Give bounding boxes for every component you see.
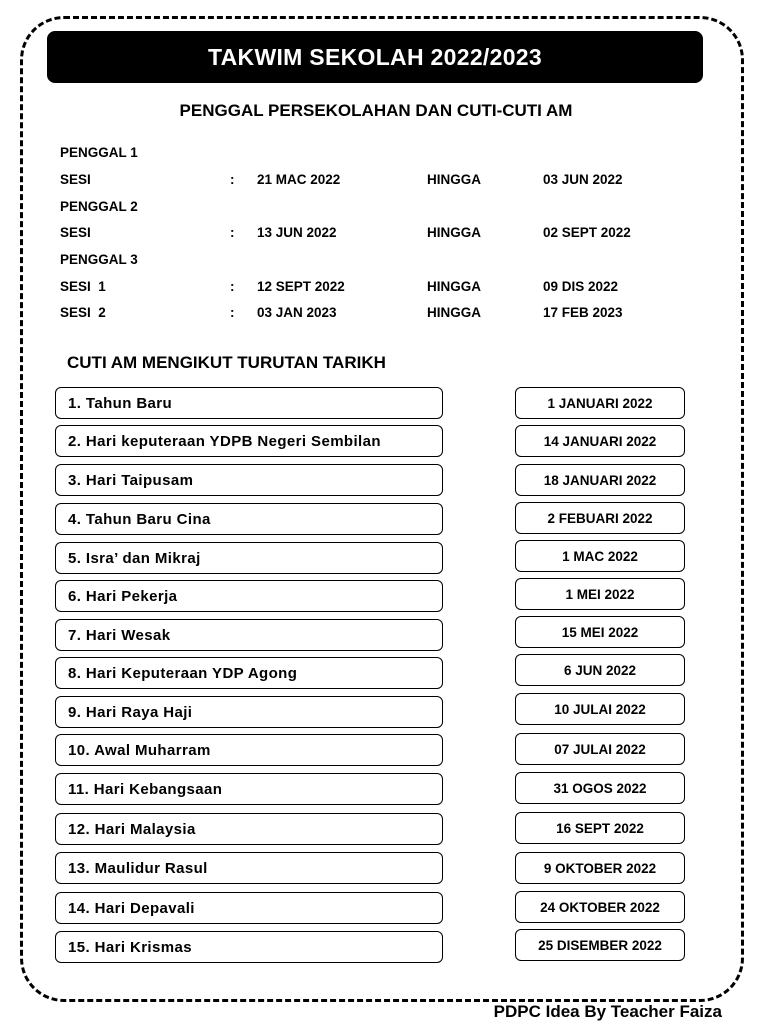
colon: : (230, 225, 235, 240)
term-label: PENGGAL 3 (60, 252, 138, 267)
holiday-date-box: 14 JANUARI 2022 (515, 425, 685, 457)
holiday-name-box: 3. Hari Taipusam (55, 464, 443, 496)
colon: : (230, 172, 235, 187)
colon: : (230, 305, 235, 320)
holiday-date-box: 31 OGOS 2022 (515, 772, 685, 804)
until-label: HINGGA (427, 279, 481, 294)
credit-text: PDPC Idea By Teacher Faiza (493, 1002, 722, 1021)
session-label: SESI 2 (60, 305, 106, 320)
holiday-name-box: 11. Hari Kebangsaan (55, 773, 443, 805)
until-label: HINGGA (427, 172, 481, 187)
holiday-date-box: 10 JULAI 2022 (515, 693, 685, 725)
term-label: PENGGAL 2 (60, 199, 138, 214)
holiday-date-box: 24 OKTOBER 2022 (515, 891, 685, 923)
session-end-date: 03 JUN 2022 (543, 172, 623, 187)
colon: : (230, 279, 235, 294)
term-session-row (60, 305, 720, 325)
holiday-name-box: 14. Hari Depavali (55, 892, 443, 924)
session-start-date: 03 JAN 2023 (257, 305, 337, 320)
page-subtitle: PENGGAL PERSEKOLAHAN DAN CUTI-CUTI AM (179, 101, 573, 120)
holiday-date-box: 9 OKTOBER 2022 (515, 852, 685, 884)
term-heading-3 (60, 252, 720, 272)
holidays-heading: CUTI AM MENGIKUT TURUTAN TARIKH (67, 353, 386, 372)
holiday-date-box: 1 MAC 2022 (515, 540, 685, 572)
session-label: SESI 1 (60, 279, 106, 294)
holiday-name-box: 12. Hari Malaysia (55, 813, 443, 845)
session-end-date: 17 FEB 2023 (543, 305, 623, 320)
holiday-name-box: 2. Hari keputeraan YDPB Negeri Sembilan (55, 425, 443, 457)
session-label: SESI (60, 172, 91, 187)
term-session-row (60, 172, 720, 192)
term-session-row (60, 225, 720, 245)
holiday-name-box: 15. Hari Krismas (55, 931, 443, 963)
holiday-date-box: 18 JANUARI 2022 (515, 464, 685, 496)
holiday-date-box: 1 JANUARI 2022 (515, 387, 685, 419)
holiday-date-box: 16 SEPT 2022 (515, 812, 685, 844)
holiday-name-box: 9. Hari Raya Haji (55, 696, 443, 728)
holiday-date-box: 07 JULAI 2022 (515, 733, 685, 765)
holiday-date-box: 6 JUN 2022 (515, 654, 685, 686)
session-label: SESI (60, 225, 91, 240)
holiday-date-box: 1 MEI 2022 (515, 578, 685, 610)
term-session-row (60, 279, 720, 299)
term-heading-2 (60, 199, 720, 219)
until-label: HINGGA (427, 305, 481, 320)
holiday-name-box: 10. Awal Muharram (55, 734, 443, 766)
holiday-name-box: 5. Isra’ dan Mikraj (55, 542, 443, 574)
holiday-name-box: 7. Hari Wesak (55, 619, 443, 651)
session-end-date: 09 DIS 2022 (543, 279, 619, 294)
holiday-date-box: 25 DISEMBER 2022 (515, 929, 685, 961)
session-start-date: 12 SEPT 2022 (257, 279, 345, 294)
holiday-date-box: 15 MEI 2022 (515, 616, 685, 648)
until-label: HINGGA (427, 225, 481, 240)
holiday-name-box: 13. Maulidur Rasul (55, 852, 443, 884)
page-title: TAKWIM SEKOLAH 2022/2023 (47, 31, 703, 83)
holiday-name-box: 6. Hari Pekerja (55, 580, 443, 612)
holiday-name-box: 4. Tahun Baru Cina (55, 503, 443, 535)
holiday-name-box: 8. Hari Keputeraan YDP Agong (55, 657, 443, 689)
session-start-date: 13 JUN 2022 (257, 225, 337, 240)
session-start-date: 21 MAC 2022 (257, 172, 341, 187)
session-end-date: 02 SEPT 2022 (543, 225, 631, 240)
term-label: PENGGAL 1 (60, 145, 138, 160)
term-heading-1 (60, 145, 720, 165)
holiday-name-box: 1. Tahun Baru (55, 387, 443, 419)
holiday-date-box: 2 FEBUARI 2022 (515, 502, 685, 534)
